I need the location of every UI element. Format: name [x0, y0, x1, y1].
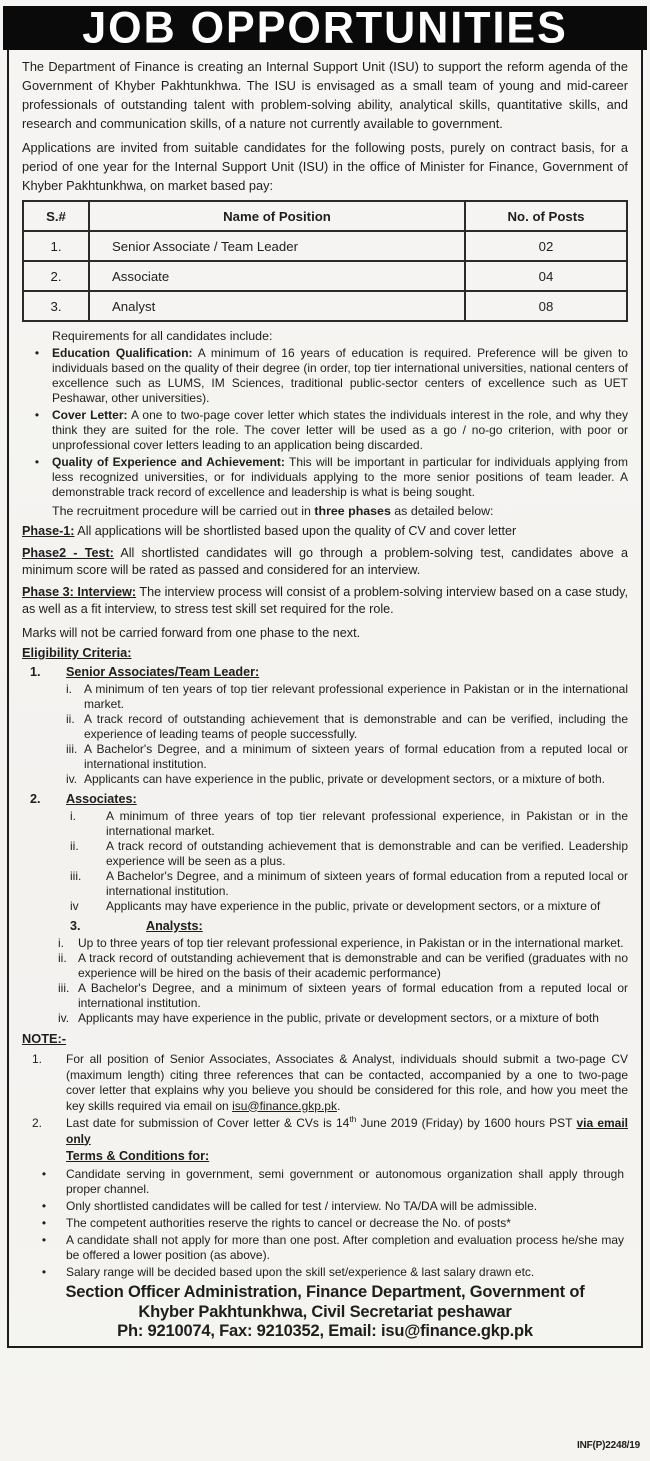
criteria-item: iv. Applicants can have experience in the public, private or development sectors, or a mixture of both.	[66, 772, 605, 786]
criteria-item: i. Up to three years of top tier relevant professional experience, in Pakistan or in the international market.	[58, 936, 624, 950]
requirements-list	[22, 346, 628, 500]
criteria-item: ii. A track record of outstanding achievement that is demonstrable and can be verified, including the experience of leading teams of people successfully.	[66, 712, 628, 741]
table-row	[23, 291, 627, 321]
requirement-item	[22, 408, 628, 453]
eligibility-heading: Eligibility Criteria:	[22, 645, 132, 660]
table-header-row	[23, 201, 627, 231]
column-header-sn: S.#	[23, 201, 89, 231]
note-item: 1. For all position of Senior Associates, Associates & Analyst, individuals should submit a two-page CV (maximum length) citing three references that can be contacted, accompanied by a one to two-page cover letter that explains why you believe you should be considered for this role, and how you meet the key skills required via email on isu@finance.gkp.pk.	[32, 1052, 628, 1113]
terms-item: • Salary range will be decided based upon the skill set/experience & last salary drawn etc.	[22, 1265, 628, 1280]
bullet-icon: •	[41, 1265, 47, 1279]
ad-reference-number: INF(P)2248/19	[577, 1440, 640, 1451]
phase-1: Phase-1: All applications will be shortlisted based upon the quality of CV and cover letter	[22, 524, 517, 538]
bullet-icon: •	[34, 346, 40, 360]
ad-body	[7, 50, 643, 1348]
eligibility-section-analysts	[22, 919, 628, 1026]
criteria-item: iv Applicants may have experience in the public, private or development sectors, or a mixture of	[70, 899, 601, 913]
note-heading: NOTE:-	[22, 1031, 67, 1046]
page-title: JOB OPPORTUNITIES	[82, 3, 568, 53]
criteria-item: ii. A track record of outstanding achievement that is demonstrable and can be verified. Leadership experience will be seen as a plus.	[70, 839, 628, 868]
note-item: 2. Last date for submission of Cover letter & CVs is 14th June 2019 (Friday) by 1600 hours PST via email only	[32, 1114, 629, 1146]
criteria-item: iv. Applicants may have experience in the public, private or development sectors, or a mixture of both	[58, 1011, 599, 1025]
bullet-icon: •	[34, 455, 40, 469]
terms-item: • The competent authorities reserve the rights to cancel or decrease the No. of posts*	[22, 1216, 628, 1231]
recruitment-intro: The recruitment procedure will be carried out in three phases as detailed below:	[52, 504, 494, 518]
criteria-item: ii. A track record of outstanding achievement that is demonstrable and can be verified (graduates with no experience will be hired on the basis of their academic performance)	[58, 951, 628, 980]
section-heading: 1. Senior Associates/Team Leader:	[30, 665, 260, 679]
row-posts: 08	[465, 291, 627, 321]
intro-paragraph-1: The Department of Finance is creating an Internal Support Unit (ISU) to support the reform agenda of the Government of Khyber Pakhtunkhwa. The ISU is envisaged as a small team of young and mid-career professionals of outstanding talent with problem-solving ability, analytical skills, quantitative skills, and research and communication skills, of a nature not currently available to government.	[22, 59, 628, 131]
bullet-icon: •	[41, 1167, 47, 1181]
eligibility-section-senior-associates	[22, 665, 628, 787]
criteria-item: i. A minimum of three years of top tier relevant professional experience, in Pakistan or in the international market.	[70, 809, 628, 838]
bullet-icon: •	[41, 1199, 47, 1213]
terms-item: • A candidate shall not apply for more than one post. After completion and evaluation process he/she may be offered a lower position (as above).	[22, 1233, 628, 1263]
column-header-posts: No. of Posts	[465, 201, 627, 231]
bullet-icon: •	[34, 408, 40, 422]
footer-line-2: Khyber Pakhtunkhwa, Civil Secretariat peshawar	[138, 1302, 512, 1321]
terms-item: • Only shortlisted candidates will be called for test / interview. No TA/DA will be admissible.	[22, 1199, 628, 1214]
requirement-text: Cover Letter: A one to two-page cover letter which states the individuals interest in the role, and why they think they are suited for the role. The cover letter will be used as a go / no-go criterion, with poor or unprofessional cover letters leading to an application being discarded.	[52, 408, 628, 452]
row-posts: 04	[465, 261, 627, 291]
row-position: Associate	[89, 261, 465, 291]
footer-line-1: Section Officer Administration, Finance Department, Government of	[65, 1283, 585, 1301]
requirement-text: Quality of Experience and Achievement: This will be important in particular for individuals applying from less recognized universities, or for individuals applying to the more senior positions of team leader. A demonstrable track record of excellence and leadership is what is being sought.	[52, 455, 628, 499]
note-text: For all position of Senior Associates, Associates & Analyst, individuals should submit a two-page CV (maximum length) citing three references that can be contacted, accompanied by a one to two-page cover letter that explains why you believe you should be considered for this role, and how you meet the key skills required via email on isu@finance.gkp.pk.	[66, 1052, 628, 1113]
footer-line-3: Ph: 9210074, Fax: 9210352, Email: isu@finance.gkp.pk	[117, 1322, 533, 1340]
terms-heading: Terms & Conditions for:	[66, 1149, 210, 1163]
column-header-position: Name of Position	[89, 201, 465, 231]
terms-item: • Candidate serving in government, semi government or autonomous organization shall apply through proper channel.	[22, 1167, 628, 1197]
row-posts: 02	[465, 231, 627, 261]
eligibility-section-associates	[22, 792, 628, 914]
requirement-item	[22, 455, 628, 500]
phase-2: Phase2 - Test: All shortlisted candidates will go through a problem-solving test, candidates above a minimum score will be rated as passed and considered for an interview.	[22, 546, 628, 577]
phase-3: Phase 3: Interview: The interview process will consist of a problem-solving interview based on a case study, as well as a fit interview, to stress test skill set required for the role.	[22, 585, 628, 616]
criteria-item: i. A minimum of ten years of top tier relevant professional experience in Pakistan or in the international market.	[66, 682, 628, 711]
note-text: Last date for submission of Cover letter & CVs is 14th June 2019 (Friday) by 1600 hours PST via email only	[66, 1114, 629, 1146]
section-heading: 3. Analysts:	[70, 919, 203, 933]
row-sn: 3.	[23, 291, 89, 321]
criteria-item: iii. A Bachelor's Degree, and a minimum of sixteen years of formal education from a reputed local or international institution.	[58, 981, 628, 1010]
title-bar	[3, 3, 647, 53]
marks-note: Marks will not be carried forward from one phase to the next.	[22, 626, 361, 640]
footer-contact-block	[22, 1283, 628, 1342]
intro-paragraph-2: Applications are invited from suitable candidates for the following posts, purely on contract basis, for a period of one year for the Internal Support Unit (ISU) in the office of Minister for Finance, Government of Khyber Pakhtunkhwa, on market based pay:	[22, 140, 628, 193]
email-link: isu@finance.gkp.pk	[232, 1098, 337, 1113]
section-heading: 2. Associates:	[30, 792, 137, 806]
row-sn: 1.	[23, 231, 89, 261]
criteria-item: iii. A Bachelor's Degree, and a minimum of sixteen years of formal education from a reputed local or international institution.	[70, 869, 628, 898]
row-sn: 2.	[23, 261, 89, 291]
bullet-icon: •	[41, 1233, 47, 1247]
criteria-item: iii. A Bachelor's Degree, and a minimum of sixteen years of formal education from a reputed local or international institution.	[66, 742, 628, 771]
table-row	[23, 231, 627, 261]
requirements-heading: Requirements for all candidates include:	[52, 329, 273, 343]
row-position: Senior Associate / Team Leader	[89, 231, 465, 261]
bullet-icon: •	[41, 1216, 47, 1230]
row-position: Analyst	[89, 291, 465, 321]
table-row	[23, 261, 627, 291]
positions-table	[22, 200, 628, 322]
requirement-text: Education Qualification: A minimum of 16 years of education is required. Preference will be given to individuals based on the quality of their degree (in order, top tier international universities, national centers of excellence such as LUMS, IM Sciences, traditional public-sector centers of excellence such as UET Peshawar, other universities).	[52, 346, 628, 405]
requirement-item	[22, 346, 628, 406]
